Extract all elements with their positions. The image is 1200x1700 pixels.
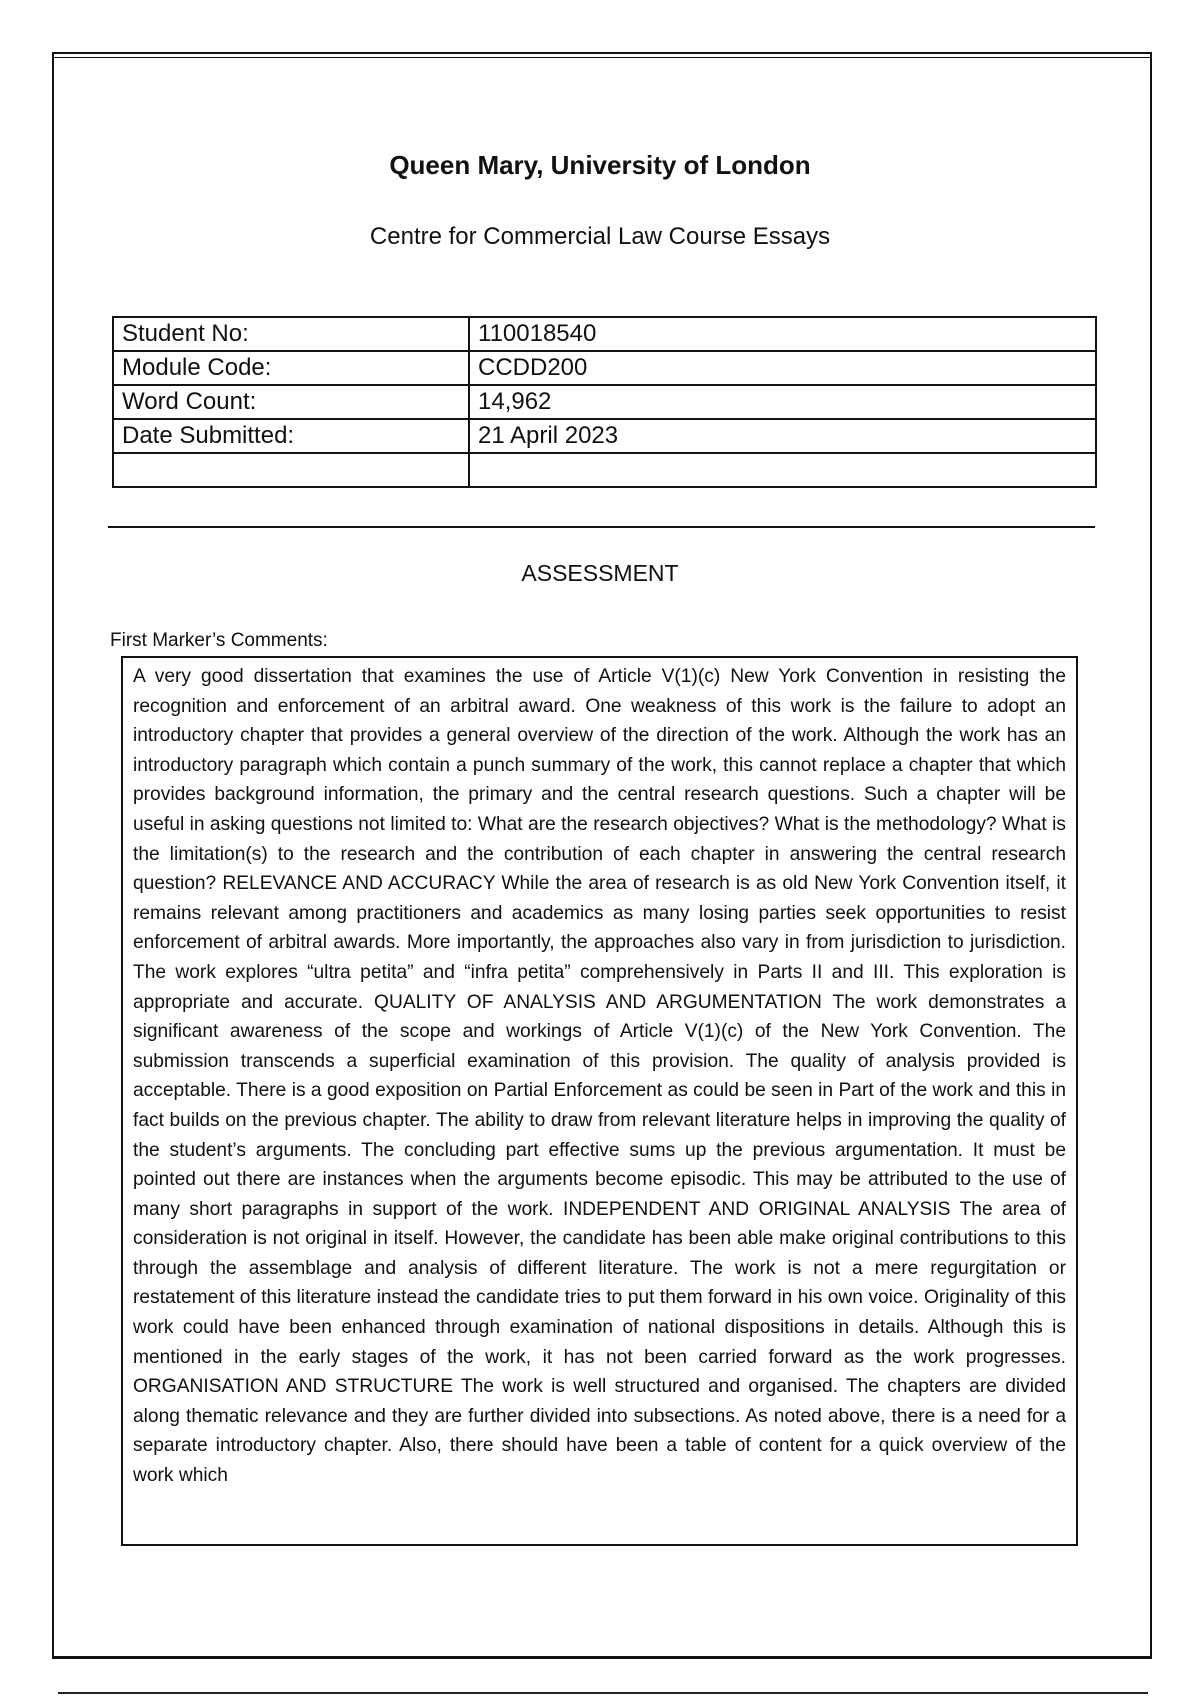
module-code-label: Module Code: (113, 351, 469, 385)
assessment-heading: ASSESSMENT (521, 560, 679, 586)
university-title: Queen Mary, University of London (389, 150, 811, 180)
student-no-value: 110018540 (469, 317, 1096, 351)
page-border-top-double-line (52, 57, 1152, 58)
date-submitted-value: 21 April 2023 (469, 419, 1096, 453)
course-subtitle: Centre for Commercial Law Course Essays (369, 223, 831, 250)
table-row (113, 317, 1096, 351)
first-marker-comments-label: First Marker’s Comments: (110, 630, 328, 651)
submission-details-table (112, 316, 1097, 488)
section-divider (108, 526, 1095, 528)
word-count-label: Word Count: (113, 385, 469, 419)
table-row (113, 419, 1096, 453)
empty-value-cell (469, 453, 1096, 487)
table-row (113, 453, 1096, 487)
table-row (113, 385, 1096, 419)
empty-label-cell (113, 453, 469, 487)
footer-rule (58, 1692, 1148, 1694)
date-submitted-label: Date Submitted: (113, 419, 469, 453)
module-code-value: CCDD200 (469, 351, 1096, 385)
word-count-value: 14,962 (469, 385, 1096, 419)
first-marker-comments-text: A very good dissertation that examines the use of Article V(1)(c) New York Convention in resisting the recognition and enforcement of an arbitral award. One weakness of this work is the failure to adopt an introductory chapter that provides a general overview of the direction of the work. Although the work has an introductory paragraph which contain a punch summary of the work, this cannot replace a chapter that which provides background information, the primary and the central research questions. Such a chapter will be useful in asking questions not limited to: What are the research objectives? What is the methodology? What is the limitation(s) to the research and the contribution of each chapter in answering the central research question? RELEVANCE AND ACCURACY While the area of research is as old New York Convention itself, it remains relevant among practitioners and academics as many losing parties seek opportunities to resist enforcement of arbitral awards. More importantly, the approaches also vary in from jurisdiction to jurisdiction. The work explores “ultra petita” and “infra petita” comprehensively in Parts II and III. This exploration is appropriate and accurate. QUALITY OF ANALYSIS AND ARGUMENTATION The work demonstrates a significant awareness of the scope and workings of Article V(1)(c) of the New York Convention. The submission transcends a superficial examination of this provision. The quality of analysis provided is acceptable. There is a good exposition on Partial Enforcement as could be seen in Part of the work and this in fact builds on the previous chapter. The ability to draw from relevant literature helps in improving the quality of the student’s arguments. The concluding part effective sums up the previous argumentation. It must be pointed out there are instances when the arguments become episodic. This may be attributed to the use of many short paragraphs in support of the work. INDEPENDENT AND ORIGINAL ANALYSIS The area of consideration is not original in itself. However, the candidate has been able make original contributions to this through the assemblage and analysis of different literature. The work is not a mere regurgitation or restatement of this literature instead the candidate tries to put them forward in his own voice. Originality of this work could have been enhanced through examination of national dispositions in details. Although this is mentioned in the early stages of the work, it has not been carried forward as the work progresses. ORGANISATION AND STRUCTURE The work is well structured and organised. The chapters are divided along thematic relevance and they are further divided into subsections. As noted above, there is a need for a separate introductory chapter. Also, there should have been a table of content for a quick overview of the work which (133, 666, 1066, 1487)
first-marker-comments-box (121, 656, 1078, 1546)
student-no-label: Student No: (113, 317, 469, 351)
table-row (113, 351, 1096, 385)
